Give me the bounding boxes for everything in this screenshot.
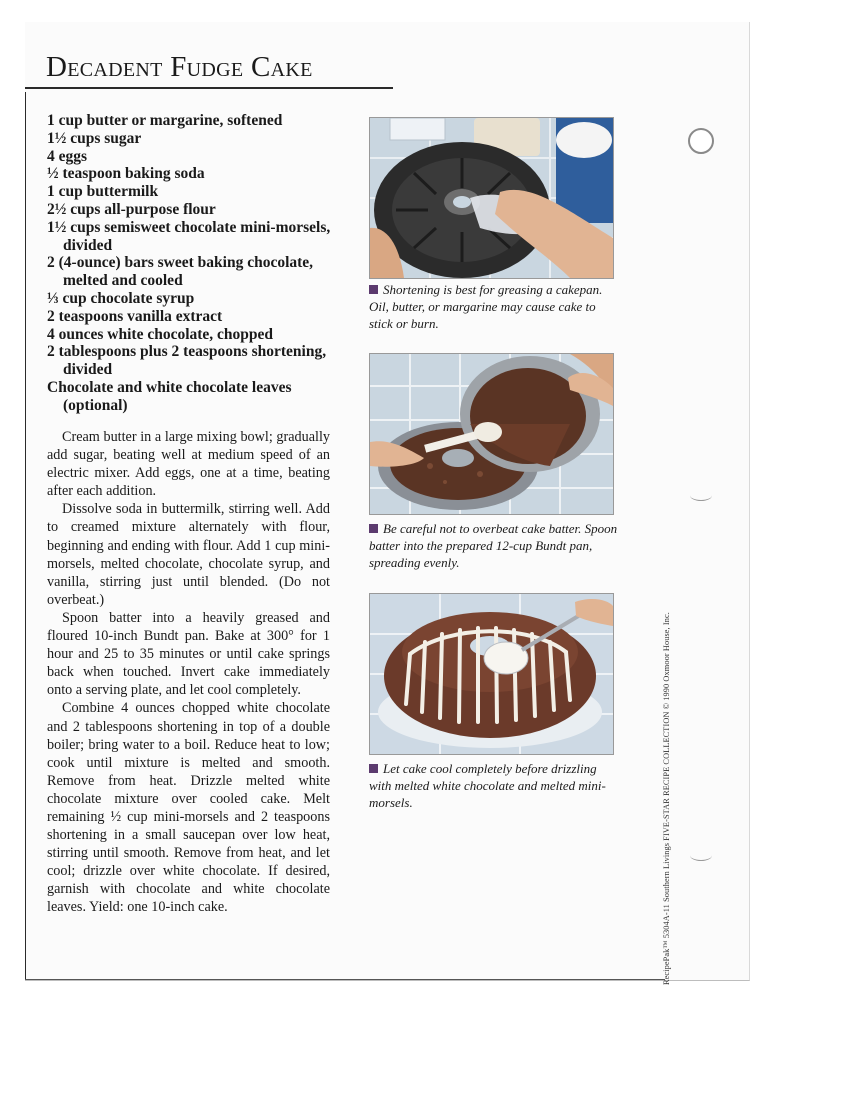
binder-notch <box>690 490 712 501</box>
ingredient-item: 1 cup buttermilk <box>47 183 159 201</box>
direction-paragraph: Dissolve soda in buttermilk, stirring well. Add to creamed mixture alternately with flour, beginning and ending with flour. Add 1 cup mini-morsels, melted chocolate, chocolate syrup, and vanilla, stirring just until blended. (Do not overbeat.) <box>47 501 330 608</box>
photo-caption-batter <box>369 520 619 571</box>
direction-paragraph: Spoon batter into a heavily greased and floured 10-inch Bundt pan. Bake at 300° for 1 hour and 25 to 35 minutes or until cake springs back when touched. Invert cake immediately onto a serving plate, and let cool completely. <box>47 609 330 699</box>
caption-text: Shortening is best for greasing a cakepan. Oil, butter, or margarine may cause cake to stick or burn. <box>369 282 603 331</box>
ingredient-item: 1 cup butter or margarine, softened <box>47 112 283 129</box>
ingredient-item: ½ teaspoon baking soda <box>47 165 205 183</box>
photo-spooning-batter <box>369 353 614 515</box>
photo-caption-drizzle <box>369 760 619 811</box>
hole-punch-icon <box>688 128 714 154</box>
card-bottom-border <box>25 979 665 980</box>
photo-greasing-pan <box>369 117 614 279</box>
ingredient-list <box>47 112 347 415</box>
ingredient-item: 4 eggs <box>47 147 88 165</box>
copyright-credit: RecipePak™ 5304A-11 Southern Livings FIVE-STAR RECIPE COLLECTION © 1990 Oxmoor House, Inc. <box>662 612 671 985</box>
card-left-border <box>25 92 26 980</box>
ingredient-item: 2½ cups all-purpose flour <box>47 200 216 218</box>
ingredient-item: ⅓ cup chocolate syrup <box>47 289 195 307</box>
caption-text: Be careful not to overbeat cake batter. Spoon batter into the prepared 12-cup Bundt pan, spreading evenly. <box>369 521 618 570</box>
photo-drizzled-cake <box>369 593 614 755</box>
title-underline <box>25 87 393 89</box>
binder-notch <box>690 850 712 861</box>
ingredient-item: Chocolate and white chocolate leaves (optional) <box>47 378 292 414</box>
caption-bullet-icon <box>369 285 378 294</box>
ingredient-item: 2 (4-ounce) bars sweet baking chocolate, melted and cooled <box>47 254 314 290</box>
ingredient-item: 4 ounces white chocolate, chopped <box>47 325 274 343</box>
ingredient-item: 1½ cups sugar <box>47 129 142 147</box>
caption-bullet-icon <box>369 764 378 773</box>
ingredient-item: 1½ cups semisweet chocolate mini-morsels, divided <box>47 218 331 254</box>
ingredient-item: 2 teaspoons vanilla extract <box>47 307 223 325</box>
photo-caption-greasing <box>369 281 619 332</box>
recipe-title: Decadent Fudge Cake <box>46 51 313 83</box>
direction-paragraph: Combine 4 ounces chopped white chocolate and 2 tablespoons shortening in top of a double boiler; bring water to a boil. Reduce heat to low; cook until mixture is melted and smooth. Remove from heat. Drizzle melted white chocolate mixture over cooled cake. Melt remaining ½ cup mini-morsels and 2 teaspoons shortening in a small saucepan over low heat, stirring until smooth. Remove from heat, and let cool; drizzle over white chocolate. If desired, garnish with chocolate and white chocolate leaves. Yield: one 10-inch cake. <box>47 700 330 916</box>
caption-bullet-icon <box>369 524 378 533</box>
directions <box>47 428 330 917</box>
direction-paragraph: Cream butter in a large mixing bowl; gradually add sugar, beating well at medium speed of an electric mixer. Add eggs, one at a time, beating after each addition. <box>47 429 330 500</box>
ingredient-item: 2 tablespoons plus 2 teaspoons shortening, divided <box>47 343 327 379</box>
caption-text: Let cake cool completely before drizzling with melted white chocolate and melted mini-morsels. <box>369 761 606 810</box>
